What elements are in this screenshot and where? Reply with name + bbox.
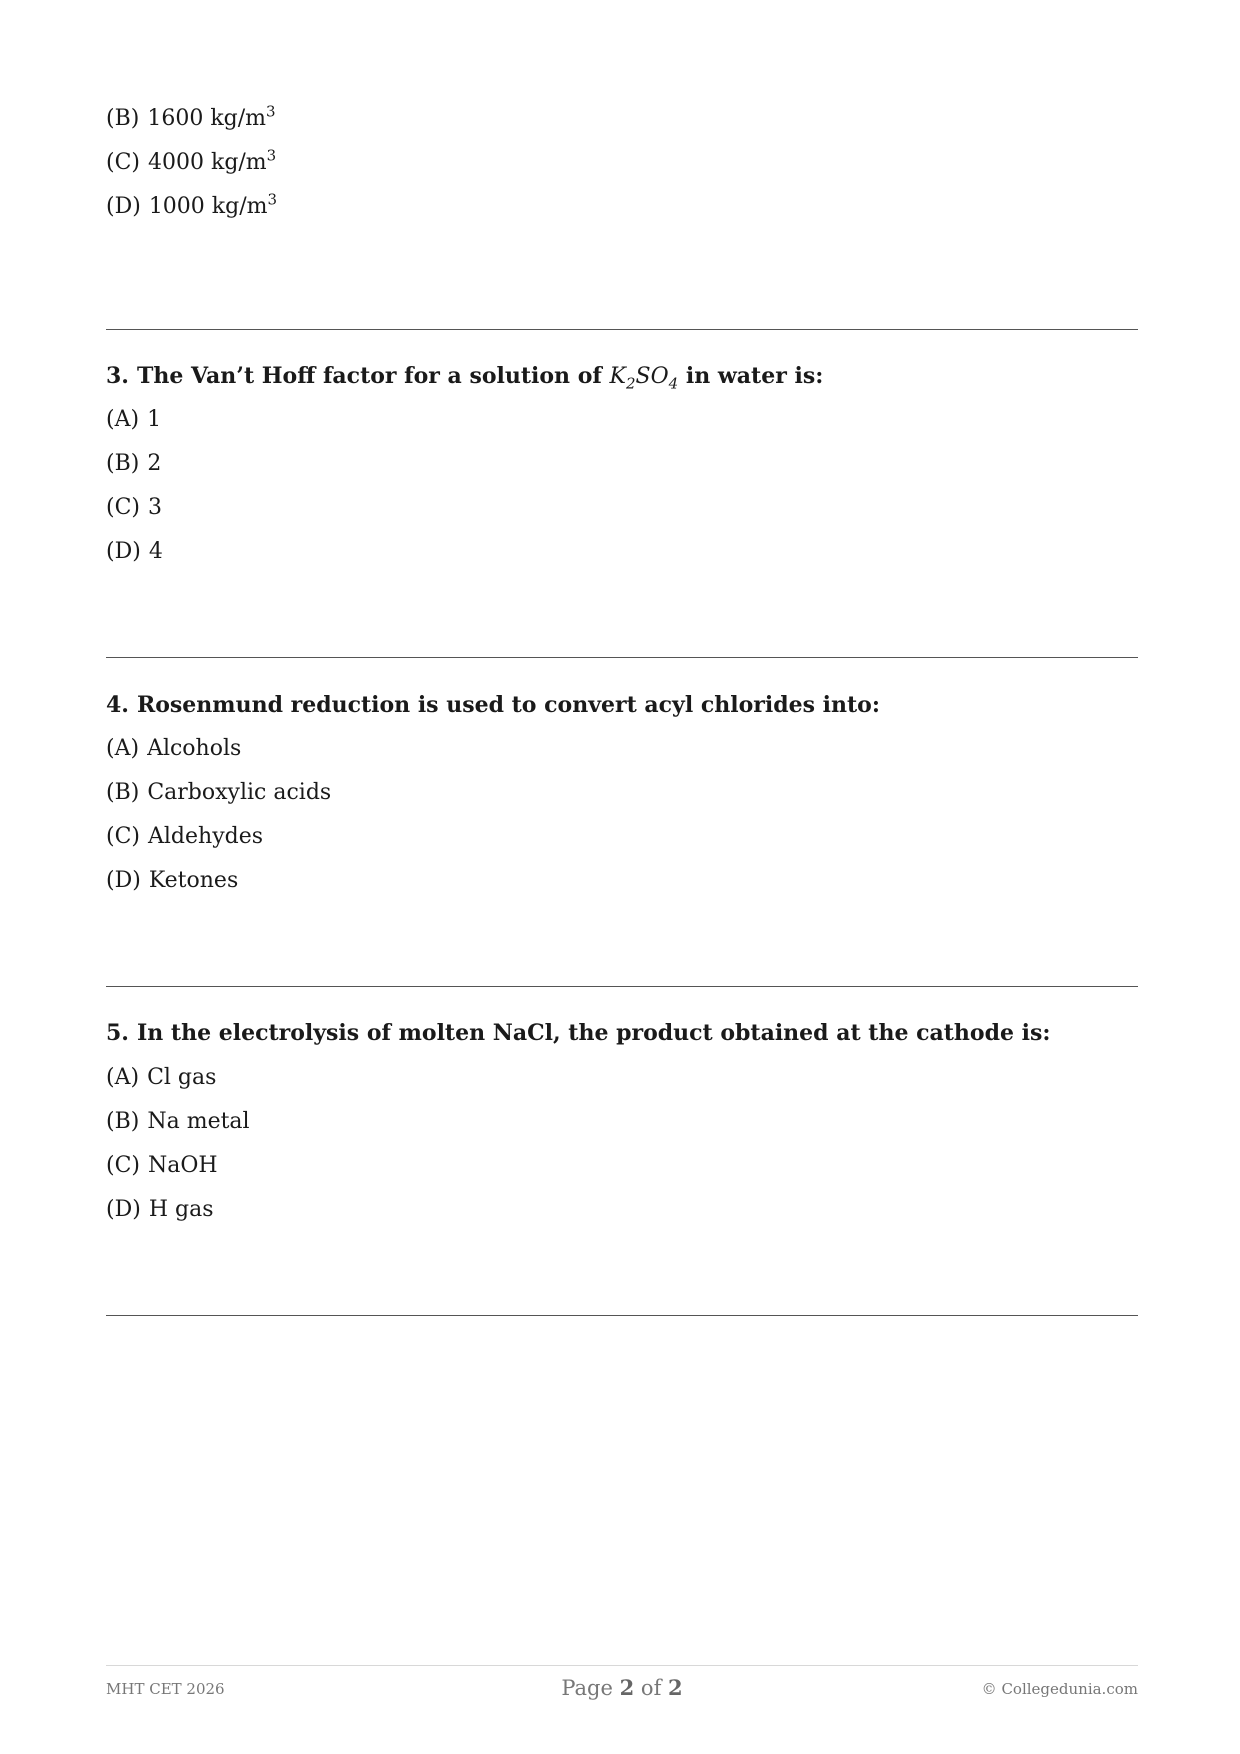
q2-option-b	[106, 104, 276, 134]
page-of: of	[640, 1676, 662, 1700]
question-text: The Van’t Hoff factor for a solution of	[136, 363, 602, 389]
option-label: (D)	[106, 868, 141, 893]
q4-title	[106, 690, 880, 720]
q5-title	[106, 1018, 1051, 1048]
option-value: 3	[148, 495, 162, 520]
option-value: Aldehydes	[148, 824, 264, 849]
option-value: H gas	[148, 1197, 214, 1222]
option-value: Ketones	[148, 868, 239, 893]
formula-k: K	[609, 364, 626, 389]
question-text: Rosenmund reduction is used to convert acyl chlorides into:	[136, 692, 880, 718]
formula-so: SO	[635, 364, 669, 389]
q2-option-c	[106, 148, 276, 178]
option-label: (B)	[106, 780, 140, 805]
page-word: Page	[561, 1676, 613, 1700]
question-divider	[106, 1315, 1138, 1316]
question-number: 3.	[106, 363, 129, 389]
option-value: 1000 kg/m	[148, 194, 268, 219]
question-text: In the electrolysis of molten NaCl, the product obtained at the cathode is:	[136, 1020, 1051, 1046]
option-label: (A)	[106, 1065, 140, 1090]
option-label: (B)	[106, 451, 140, 476]
q5-option-a	[106, 1063, 216, 1093]
option-label: (C)	[106, 824, 140, 849]
q5-option-b	[106, 1107, 250, 1137]
document-page	[106, 0, 1138, 1754]
formula-o-subscript: 4	[668, 374, 679, 393]
q3-option-a	[106, 405, 161, 435]
formula-k-subscript: 2	[625, 374, 636, 393]
q3-option-b	[106, 449, 161, 479]
option-value: 1600 kg/m	[147, 106, 267, 131]
option-value: 4000 kg/m	[148, 150, 267, 175]
question-number: 4.	[106, 692, 129, 718]
q4-option-a	[106, 734, 241, 764]
page-current: 2	[619, 1675, 635, 1700]
option-label: (B)	[106, 1109, 140, 1134]
option-exponent: 3	[266, 102, 276, 121]
q4-option-d	[106, 866, 238, 896]
q3-title	[106, 361, 823, 392]
question-divider	[106, 986, 1138, 987]
option-value: Carboxylic acids	[147, 780, 332, 805]
option-label: (C)	[106, 1153, 140, 1178]
option-label: (D)	[106, 194, 141, 219]
q2-option-d	[106, 192, 277, 222]
option-label: (D)	[106, 1197, 141, 1222]
q4-option-c	[106, 822, 263, 852]
option-exponent: 3	[266, 146, 277, 165]
footer-exam-name: MHT CET 2026	[106, 1680, 225, 1698]
q5-option-d	[106, 1195, 213, 1225]
option-value: Cl gas	[147, 1065, 217, 1090]
footer-copyright: © Collegedunia.com	[981, 1680, 1138, 1698]
option-value: 2	[147, 451, 162, 476]
option-value: Alcohols	[147, 736, 242, 761]
option-label: (B)	[106, 106, 140, 131]
option-value: Na metal	[147, 1109, 250, 1134]
question-divider	[106, 657, 1138, 658]
option-value: 1	[147, 407, 162, 432]
option-label: (A)	[106, 407, 140, 432]
option-value: 4	[148, 539, 163, 564]
q3-option-d	[106, 537, 163, 567]
footer-divider	[106, 1665, 1138, 1666]
option-label: (D)	[106, 539, 141, 564]
option-label: (A)	[106, 736, 140, 761]
option-value: NaOH	[148, 1153, 218, 1178]
question-text-end: in water is:	[685, 363, 824, 389]
q4-option-b	[106, 778, 331, 808]
question-divider	[106, 329, 1138, 330]
question-number: 5.	[106, 1020, 129, 1046]
q5-option-c	[106, 1151, 218, 1181]
option-label: (C)	[106, 150, 140, 175]
q3-option-c	[106, 493, 162, 523]
option-exponent: 3	[267, 190, 278, 209]
page-total: 2	[668, 1675, 683, 1700]
chemical-formula	[609, 364, 679, 393]
option-label: (C)	[106, 495, 140, 520]
